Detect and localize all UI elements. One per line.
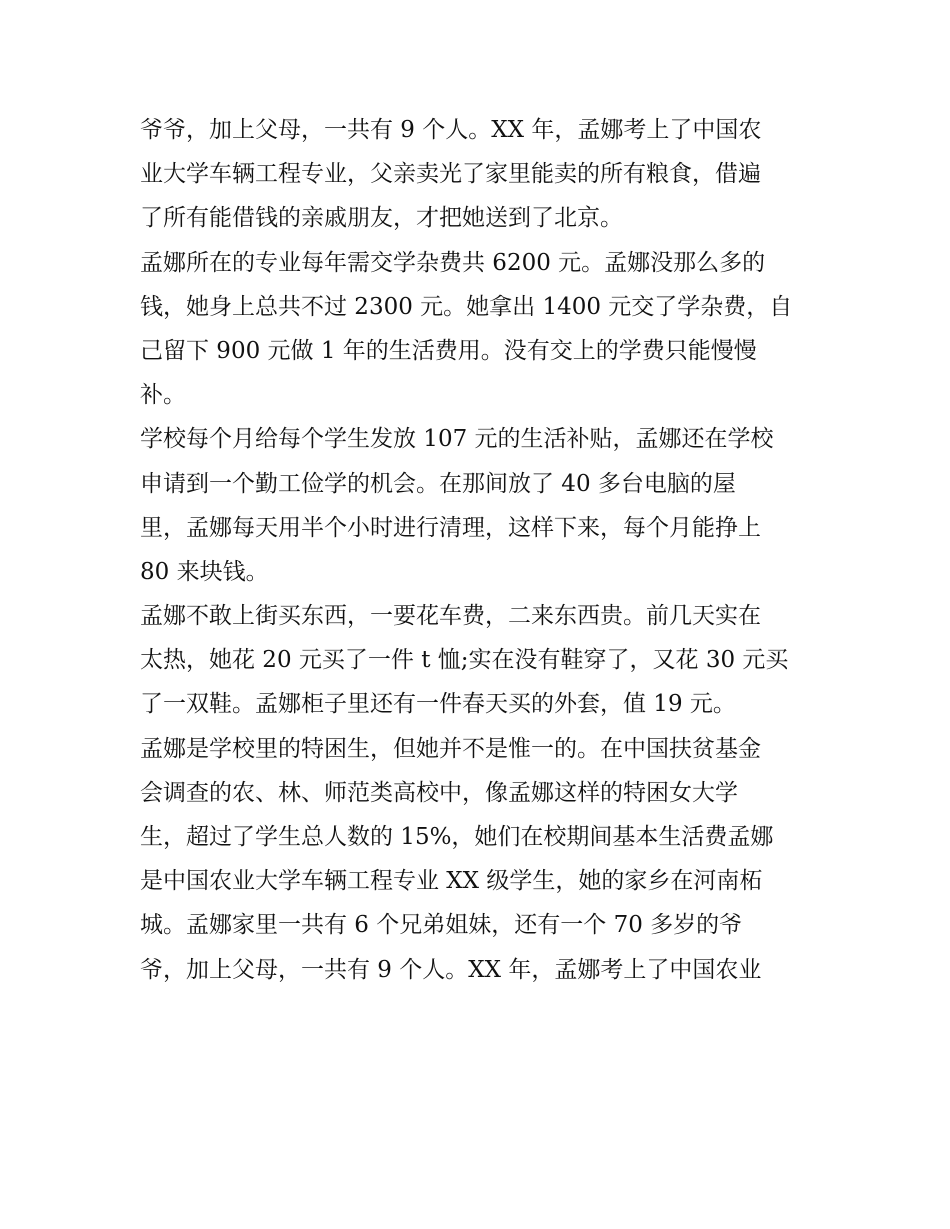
text-line: 补。 xyxy=(140,382,186,409)
text-line: 孟娜是学校里的特困生，但她并不是惟一的。在中国扶贫基金 xyxy=(140,735,761,762)
text-line: 孟娜不敢上街买东西，一要花车费，二来东西贵。前几天实在 xyxy=(140,603,761,630)
text-line: 孟娜所在的专业每年需交学杂费共 6200 元。孟娜没那么多的 xyxy=(140,249,766,276)
text-line: 生，超过了学生总人数的 15%，她们在校期间基本生活费孟娜 xyxy=(140,824,774,850)
text-line: 了一双鞋。孟娜柜子里还有一件春天买的外套，值 19 元。 xyxy=(140,691,736,718)
text-line: 业大学车辆工程专业，父亲卖光了家里能卖的所有粮食，借遍 xyxy=(140,161,761,188)
text-line: 申请到一个勤工俭学的机会。在那间放了 40 多台电脑的屋 xyxy=(140,470,736,497)
text-line: 了所有能借钱的亲戚朋友，才把她送到了北京。 xyxy=(140,205,623,232)
text-line: 爷爷，加上父母，一共有 9 个人。XX 年，孟娜考上了中国农 xyxy=(140,117,762,143)
text-line: 己留下 900 元做 1 年的生活费用。没有交上的学费只能慢慢 xyxy=(140,337,757,364)
text-line: 钱，她身上总共不过 2300 元。她拿出 1400 元交了学杂费，自 xyxy=(140,293,793,320)
text-line: 80 来块钱。 xyxy=(140,558,269,585)
text-line: 城。孟娜家里一共有 6 个兄弟姐妹，还有一个 70 多岁的爷 xyxy=(140,912,743,939)
text-line: 太热，她花 20 元买了一件 t 恤;实在没有鞋穿了，又花 30 元买 xyxy=(140,647,789,674)
text-line: 里，孟娜每天用半个小时进行清理，这样下来，每个月能挣上 xyxy=(140,514,761,541)
text-line: 是中国农业大学车辆工程专业 XX 级学生，她的家乡在河南柘 xyxy=(140,868,763,895)
document-body xyxy=(140,108,830,992)
text-line: 学校每个月给每个学生发放 107 元的生活补贴，孟娜还在学校 xyxy=(140,426,774,453)
text-line: 爷，加上父母，一共有 9 个人。XX 年，孟娜考上了中国农业 xyxy=(140,956,762,983)
text-line: 会调查的农、林、师范类高校中，像孟娜这样的特困女大学 xyxy=(140,779,738,806)
